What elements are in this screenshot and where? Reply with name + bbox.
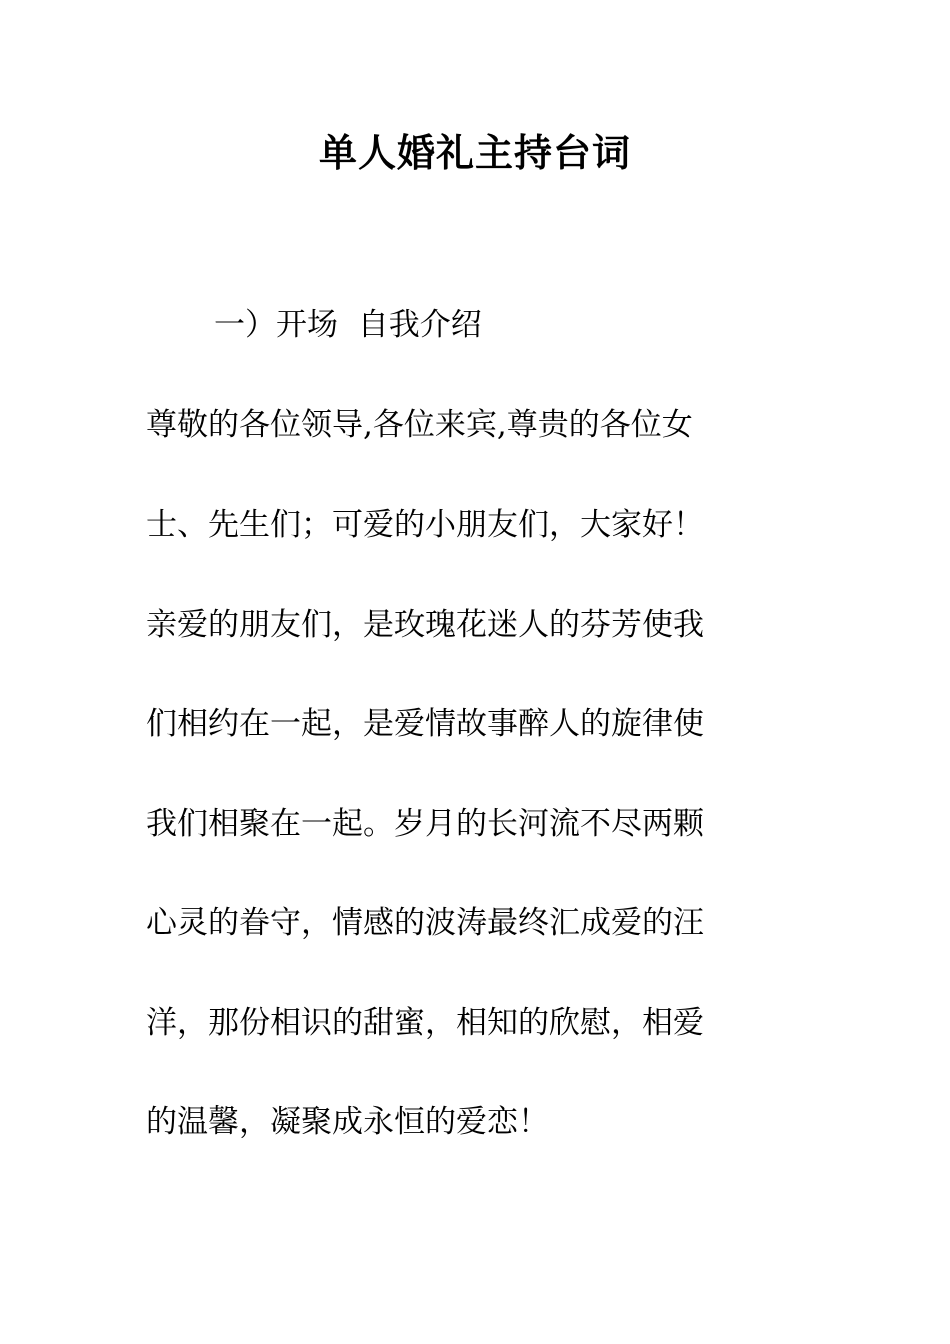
body-line-6: 心灵的眷守，情感的波涛最终汇成爱的汪 [146,905,704,941]
body-line-4: 们相约在一起，是爱情故事醉人的旋律使 [146,706,704,742]
body-line-3: 亲爱的朋友们，是玫瑰花迷人的芬芳使我 [146,607,704,643]
document-title: 单人婚礼主持台词 [318,130,631,175]
body-line-5: 我们相聚在一起。岁月的长河流不尽两颗 [146,806,704,842]
body-line-1: 尊敬的各位领导,各位来宾,尊贵的各位女 [146,407,693,443]
body-line-7: 洋，那份相识的甜蜜，相知的欣慰，相爱 [146,1005,704,1041]
body-line-8: 的温馨，凝聚成永恒的爱恋！ [146,1104,549,1140]
body-line-2: 士、先生们；可爱的小朋友们，大家好！ [146,507,704,543]
section-heading: 一）开场 自我介绍 [214,307,482,343]
